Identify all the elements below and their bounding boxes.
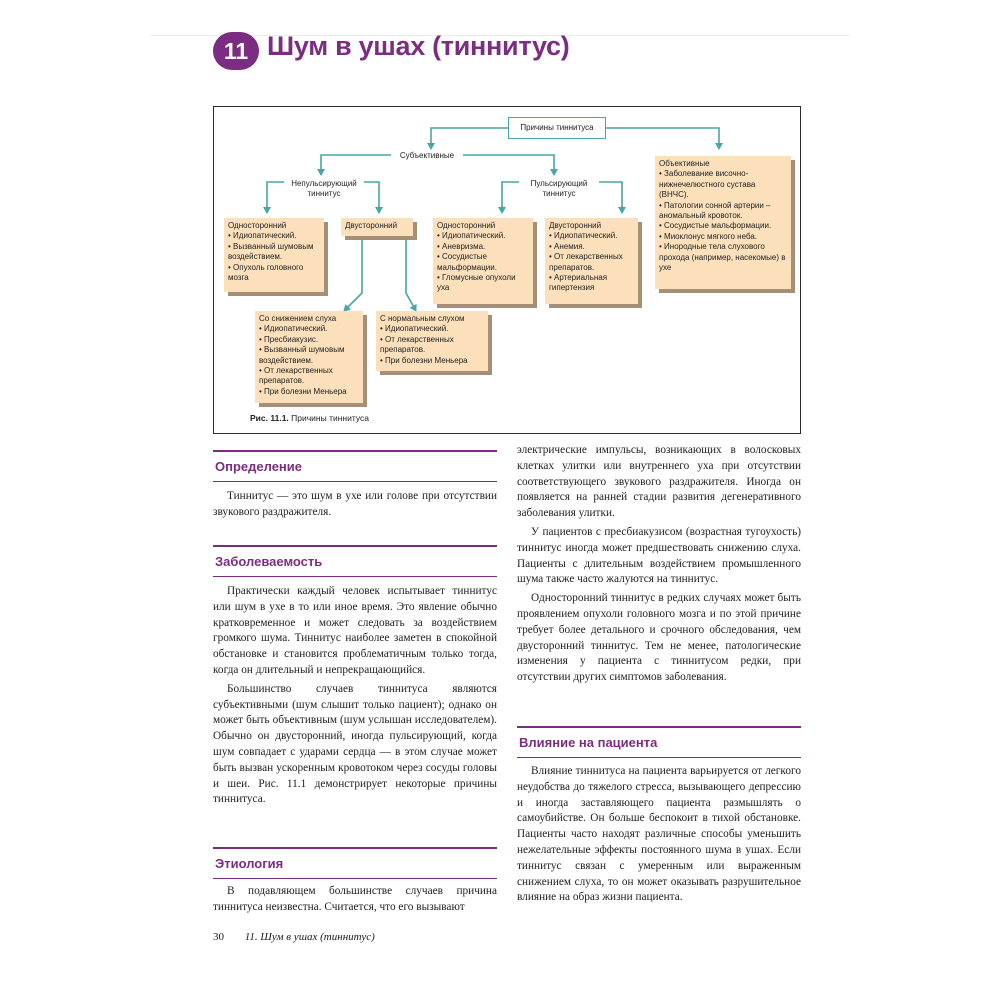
list-item: • Вызванный шумовым воздействием. (228, 242, 320, 263)
list-item: • Идиопатический. (549, 231, 634, 241)
section-heading-impact: Влияние на пациента (517, 726, 801, 758)
list-item: • Патологии сонной артерии – аномальный кровоток. (659, 201, 787, 222)
p-unilateral-box (433, 218, 533, 304)
list-item: • Анемия. (549, 242, 634, 252)
list-item: • От лекарственных препаратов. (380, 335, 484, 356)
list-item: • От лекарственных препаратов. (259, 366, 359, 387)
page-footer (213, 931, 375, 943)
arrow-bilateral-hearing-loss (344, 233, 362, 311)
incidence-text (213, 584, 497, 811)
list-item: • Гломусные опухоли уха (437, 273, 529, 294)
arrow-root-subjective (431, 128, 508, 149)
definition-text (213, 489, 497, 524)
paragraph: В подавляющем большинстве случаев причина тиннитуса неизвестна. Считается, что его вызывают (213, 885, 497, 913)
chapter-title: Шум в ушах (тиннитус) (267, 31, 570, 61)
np-unilateral-box (224, 218, 324, 292)
chapter-number-badge: 11 (213, 32, 259, 70)
list-item: • Опухоль головного мозга (228, 263, 320, 284)
paragraph: Влияние тиннитуса на пациента варьируется от легкого неудобства до тяжелого стресса, вызывающего депрессию и иногда заставляющего пациента размышлять о самоубийстве. Он больше беспокоит в тихой обстановке. Пациенты часто находят различные способы уменьшить нежелательные эффекты постоянного шума в ушах. Если тиннитус связан с умеренным или выраженным снижением слуха, то он может оказывать разрушительное влияние на образ жизни пациента. (517, 765, 801, 904)
nonpulsatile-label: Непульсирующий тиннитус (284, 179, 364, 199)
p-bilateral-box (545, 218, 638, 304)
list-item: • Сосудистые мальформации. (659, 221, 787, 231)
list-item: • Пресбиакузис. (259, 335, 359, 345)
hearing-loss-title: Со снижением слуха (259, 314, 337, 323)
hearing-loss-box (255, 311, 363, 403)
list-item: • Миоклонус мягкого неба. (659, 232, 787, 242)
p-unilateral-title: Односторонний (437, 221, 496, 230)
figure-caption (250, 413, 369, 423)
objective-box (655, 156, 791, 289)
paragraph: Большинство случаев тиннитуса являются субъективными (шум слышит только пациент); однако он может быть объективным (шум услышан исследователем). Обычно он двусторонний, иногда пульсирующий, когда шум совпадает с ударами сердца — в этом случае может быть вызван ускоренным кровотоком через сосуды головы и шеи. Рис. 11.1 демонстрирует некоторые причины тиннитуса. (213, 682, 497, 806)
section-heading-incidence: Заболеваемость (213, 545, 497, 577)
etiology-continued-text (517, 443, 801, 689)
list-item: • Вызванный шумовым воздействием. (259, 345, 359, 366)
list-item: • Аневризма. (437, 242, 529, 252)
paragraph: Односторонний тиннитус в редких случаях может быть проявлением опухоли головного мозга и по этой причине требует более детального и срочного обследования, чем двусторонний тиннитус. Тем не менее, патологические изменения у пациента с тиннитусом редки, при отсутствии других симптомов заболевания. (517, 592, 801, 684)
np-bilateral-box (341, 218, 413, 236)
p-bilateral-title: Двусторонний (549, 221, 602, 230)
list-item: • Заболевание височно-нижнечелюстного сустава (ВНЧС). (659, 169, 787, 200)
list-item: • Артериальная гипертензия (549, 273, 634, 294)
arrow-bilateral-normal-hearing (406, 233, 416, 311)
figure-caption-text: Причины тиннитуса (291, 413, 369, 423)
np-bilateral-title: Двусторонний (345, 221, 398, 230)
impact-text (517, 764, 801, 909)
running-title: 11. Шум в ушах (тиннитус) (244, 931, 375, 943)
paragraph: Тиннитус — это шум в ухе или голове при отсутствии звукового раздражителя. (213, 490, 497, 518)
etiology-text (213, 884, 497, 919)
list-item: • От лекарственных препаратов. (549, 252, 634, 273)
list-item: • Идиопатический. (380, 324, 484, 334)
pulsatile-label: Пульсирующий тиннитус (519, 179, 599, 199)
list-item: • Идиопатический. (437, 231, 529, 241)
section-heading-definition: Определение (213, 450, 497, 482)
section-heading-etiology: Этиология (213, 847, 497, 879)
paragraph: электрические импульсы, возникающих в волосковых клетках улитки или внутреннего уха при отсутствии соответствующего звукового раздражителя. Иногда он появляется на ранней стадии развития дегенеративного заболевания улитки. (517, 444, 801, 520)
objective-title: Объективные (659, 159, 710, 168)
arrow-root-objective (606, 128, 719, 149)
normal-hearing-box (376, 311, 488, 371)
list-item: • При болезни Меньера (259, 387, 359, 397)
normal-hearing-title: С нормальным слухом (380, 314, 465, 323)
np-unilateral-title: Односторонний (228, 221, 287, 230)
list-item: • Сосудистые мальформации. (437, 252, 529, 273)
list-item: • Идиопатический. (228, 231, 320, 241)
paragraph: У пациентов с пресбиакузисом (возрастная тугоухость) тиннитус иногда может предшествовать снижению слуха. Пациенты с длительным воздействием промышленного шума также часто жалуются на тиннитус. (517, 525, 801, 586)
list-item: • Инородные тела слухового прохода (например, насекомые) в ухе (659, 242, 787, 273)
subjective-label: Субъективные (391, 151, 463, 161)
list-item: • При болезни Меньера (380, 356, 484, 366)
figure-tinnitus-causes (213, 106, 801, 434)
page-number: 30 (213, 931, 224, 943)
list-item: • Идиопатический. (259, 324, 359, 334)
paragraph: Практически каждый человек испытывает тиннитус или шум в ухе в то или иное время. Это явление обычно кратковременное и может следовать за воздействием громкого шума. Тиннитус наиболее заметен в спокойной обстановке и становится проблематичным только тогда, когда он длительный и непрекращающийся. (213, 585, 497, 676)
figure-caption-label: Рис. 11.1. (250, 413, 289, 423)
root-cause-box: Причины тиннитуса (508, 117, 606, 139)
